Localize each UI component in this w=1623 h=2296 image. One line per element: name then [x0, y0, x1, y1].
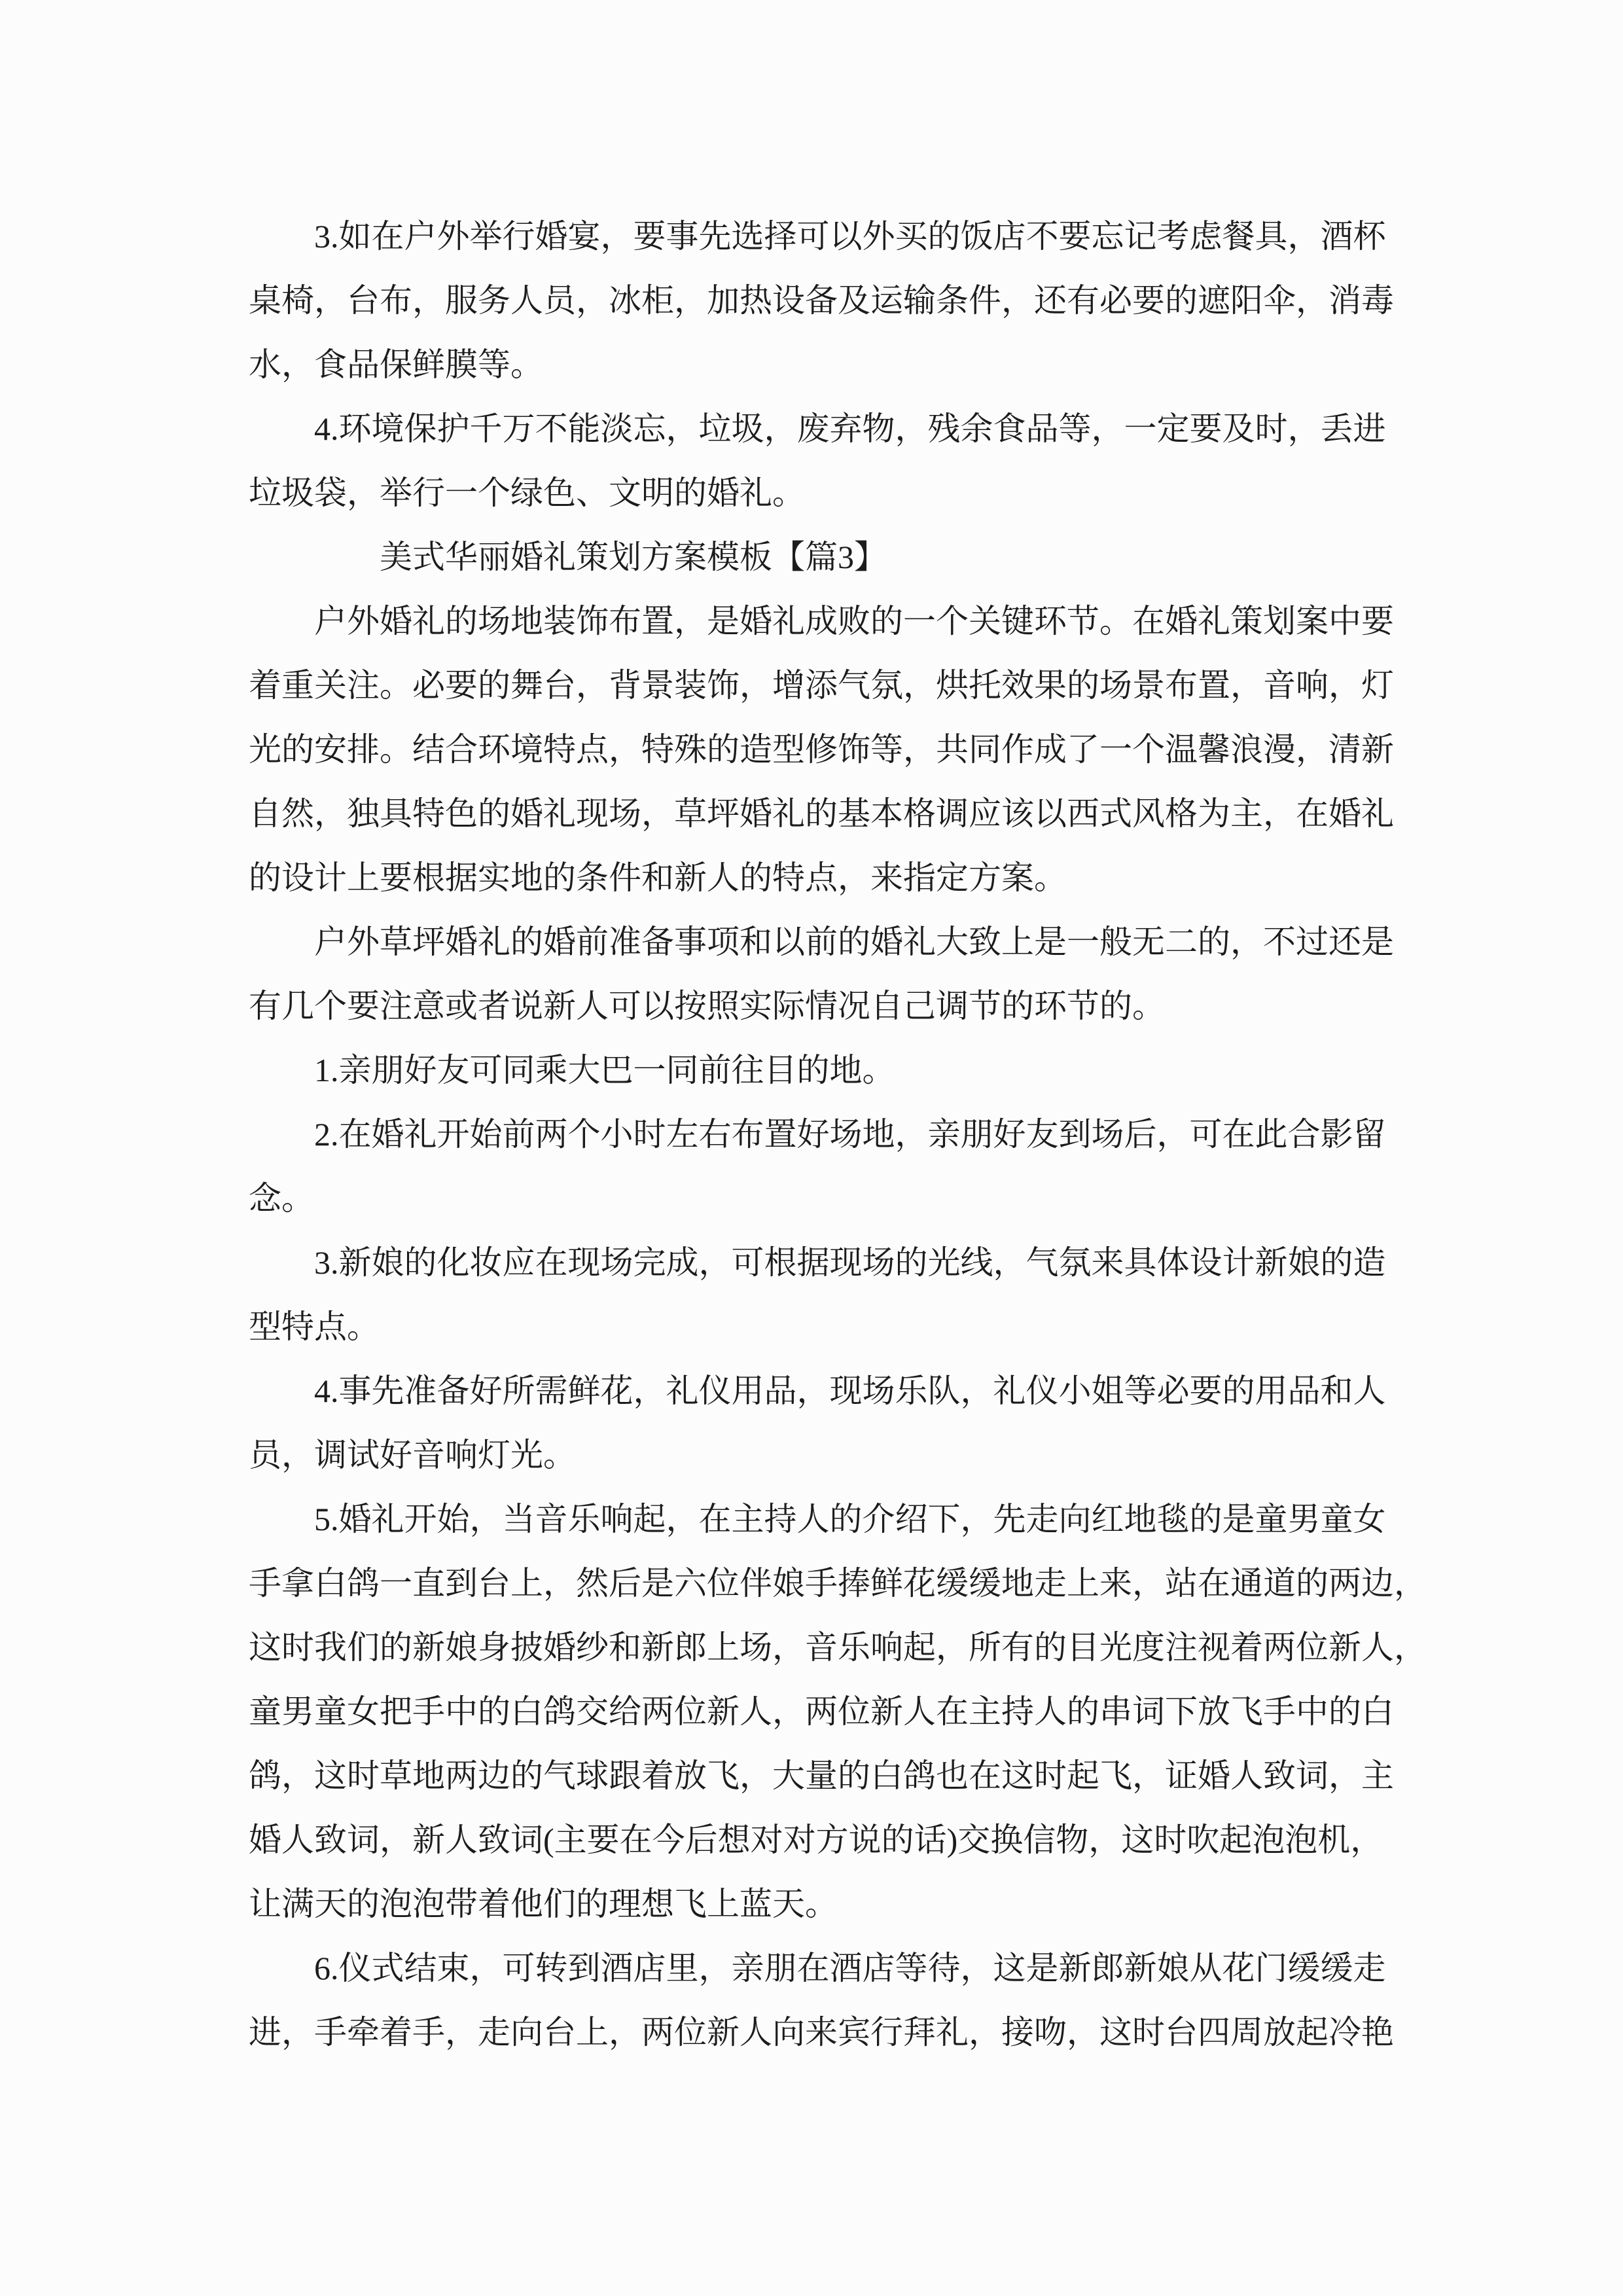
- text-line: 光的安排。结合环境特点，特殊的造型修饰等，共同作成了一个温馨浪漫，清新: [249, 731, 1394, 768]
- text-line: 2.在婚礼开始前两个小时左右布置好场地，亲朋好友到场后，可在此合影留: [314, 1116, 1386, 1153]
- text-line: 自然，独具特色的婚礼现场，草坪婚礼的基本格调应该以西式风格为主，在婚礼: [249, 795, 1394, 832]
- text-line: 手拿白鸽一直到台上，然后是六位伴娘手捧鲜花缓缓地走上来，站在通道的两边，: [249, 1565, 1427, 1602]
- text-line: 着重关注。必要的舞台，背景装饰，增添气氛，烘托效果的场景布置，音响，灯: [249, 667, 1394, 704]
- text-line: 型特点。: [249, 1308, 380, 1345]
- text-line: 1.亲朋好友可同乘大巴一同前往目的地。: [314, 1052, 895, 1088]
- section-title-line: 美式华丽婚礼策划方案模板【篇3】: [380, 539, 887, 575]
- text-line: 念。: [249, 1180, 314, 1217]
- text-line: 6.仪式结束，可转到酒店里，亲朋在酒店等待，这是新郎新娘从花门缓缓走: [314, 1950, 1386, 1986]
- text-line: 这时我们的新娘身披婚纱和新郎上场，音乐响起，所有的目光度注视着两位新人，: [249, 1629, 1427, 1666]
- text-line: 垃圾袋，举行一个绿色、文明的婚礼。: [249, 475, 805, 511]
- text-line: 婚人致词，新人致词(主要在今后想对对方说的话)交换信物，这时吹起泡泡机，: [249, 1821, 1383, 1858]
- text-line: 5.婚礼开始，当音乐响起，在主持人的介绍下，先走向红地毯的是童男童女: [314, 1501, 1386, 1537]
- text-line: 童男童女把手中的白鸽交给两位新人，两位新人在主持人的串词下放飞手中的白: [249, 1693, 1394, 1730]
- text-block: [249, 204, 1440, 2064]
- text-line: 水，食品保鲜膜等。: [249, 346, 543, 383]
- text-line: 3.如在户外举行婚宴，要事先选择可以外买的饭店不要忘记考虑餐具，酒杯: [314, 218, 1386, 255]
- text-line: 的设计上要根据实地的条件和新人的特点，来指定方案。: [249, 859, 1067, 896]
- text-line: 4.事先准备好所需鲜花，礼仪用品，现场乐队，礼仪小姐等必要的用品和人: [314, 1372, 1386, 1409]
- text-line: 户外草坪婚礼的婚前准备事项和以前的婚礼大致上是一般无二的，不过还是: [314, 924, 1394, 960]
- text-line: 鸽，这时草地两边的气球跟着放飞，大量的白鸽也在这时起飞，证婚人致词，主: [249, 1757, 1394, 1794]
- text-line: 员，调试好音响灯光。: [249, 1437, 576, 1473]
- text-line: 进，手牵着手，走向台上，两位新人向来宾行拜礼，接吻，这时台四周放起冷艳: [249, 2014, 1394, 2051]
- text-line: 户外婚礼的场地装饰布置，是婚礼成败的一个关键环节。在婚礼策划案中要: [314, 603, 1394, 639]
- text-line: 桌椅，台布，服务人员，冰柜，加热设备及运输条件，还有必要的遮阳伞，消毒: [249, 282, 1394, 319]
- text-line: 3.新娘的化妆应在现场完成，可根据现场的光线，气氛来具体设计新娘的造: [314, 1244, 1386, 1281]
- text-line: 让满天的泡泡带着他们的理想飞上蓝天。: [249, 1886, 838, 1922]
- text-line: 有几个要注意或者说新人可以按照实际情况自己调节的环节的。: [249, 988, 1165, 1024]
- text-line: 4.环境保护千万不能淡忘，垃圾，废弃物，残余食品等，一定要及时，丢进: [314, 410, 1386, 447]
